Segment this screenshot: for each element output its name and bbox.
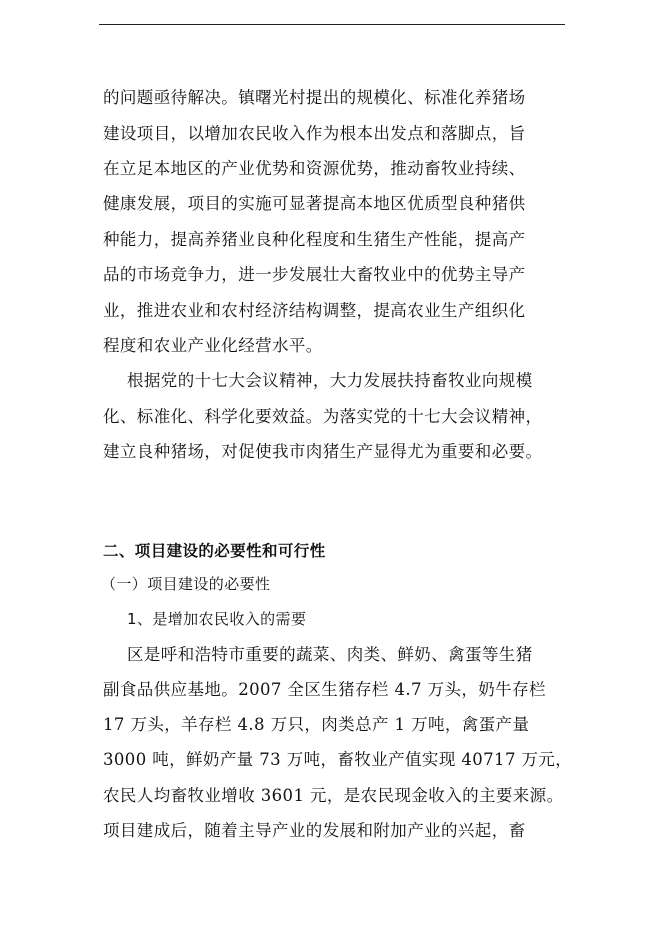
paragraph-line: 建立良种猪场，对促使我市肉猪生产显得尤为重要和必要。 [103,442,543,461]
item-heading: 1、是增加农民收入的需要 [127,610,307,628]
section-heading: 二、项目建设的必要性和可行性 [103,542,326,560]
paragraph-line: 项目建成后，随着主导产业的发展和附加产业的兴起，畜 [103,821,526,840]
paragraph-line: 品的市场竞争力，进一步发展壮大畜牧业中的优势主导产 [103,265,526,284]
paragraph-line: 副食品供应基地。2007 全区生猪存栏 4.7 万头，奶牛存栏 [103,680,546,699]
paragraph-line: 的问题亟待解决。镇曙光村提出的规模化、标准化养猪场 [103,88,526,107]
paragraph-line: 农民人均畜牧业增收 3601 元，是农民现金收入的主要来源。 [103,786,564,805]
paragraph-line: 3000 吨，鲜奶产量 73 万吨，畜牧业产值实现 40717 万元， [103,750,573,769]
paragraph-line: 业，推进农业和农村经济结构调整，提高农业生产组织化 [103,301,526,320]
paragraph-line: 种能力，提高养猪业良种化程度和生猪生产性能，提高产 [103,230,526,249]
paragraph-line: 区是呼和浩特市重要的蔬菜、肉类、鲜奶、禽蛋等生猪 [127,645,533,664]
subsection-heading: （一）项目建设的必要性 [101,575,271,593]
paragraph-line: 化、标准化、科学化要效益。为落实党的十七大会议精神， [103,407,543,426]
header-rule [99,24,565,25]
paragraph-line: 建设项目，以增加农民收入作为根本出发点和落脚点，旨 [103,124,526,143]
paragraph-line: 在立足本地区的产业优势和资源优势，推动畜牧业持续、 [103,159,526,178]
paragraph-line: 程度和农业产业化经营水平。 [103,336,323,355]
paragraph-line: 健康发展，项目的实施可显著提高本地区优质型良种猪供 [103,194,526,213]
paragraph-line: 根据党的十七大会议精神，大力发展扶持畜牧业向规模 [127,371,533,390]
paragraph-line: 17 万头，羊存栏 4.8 万只，肉类总产 1 万吨，禽蛋产量 [103,715,530,734]
